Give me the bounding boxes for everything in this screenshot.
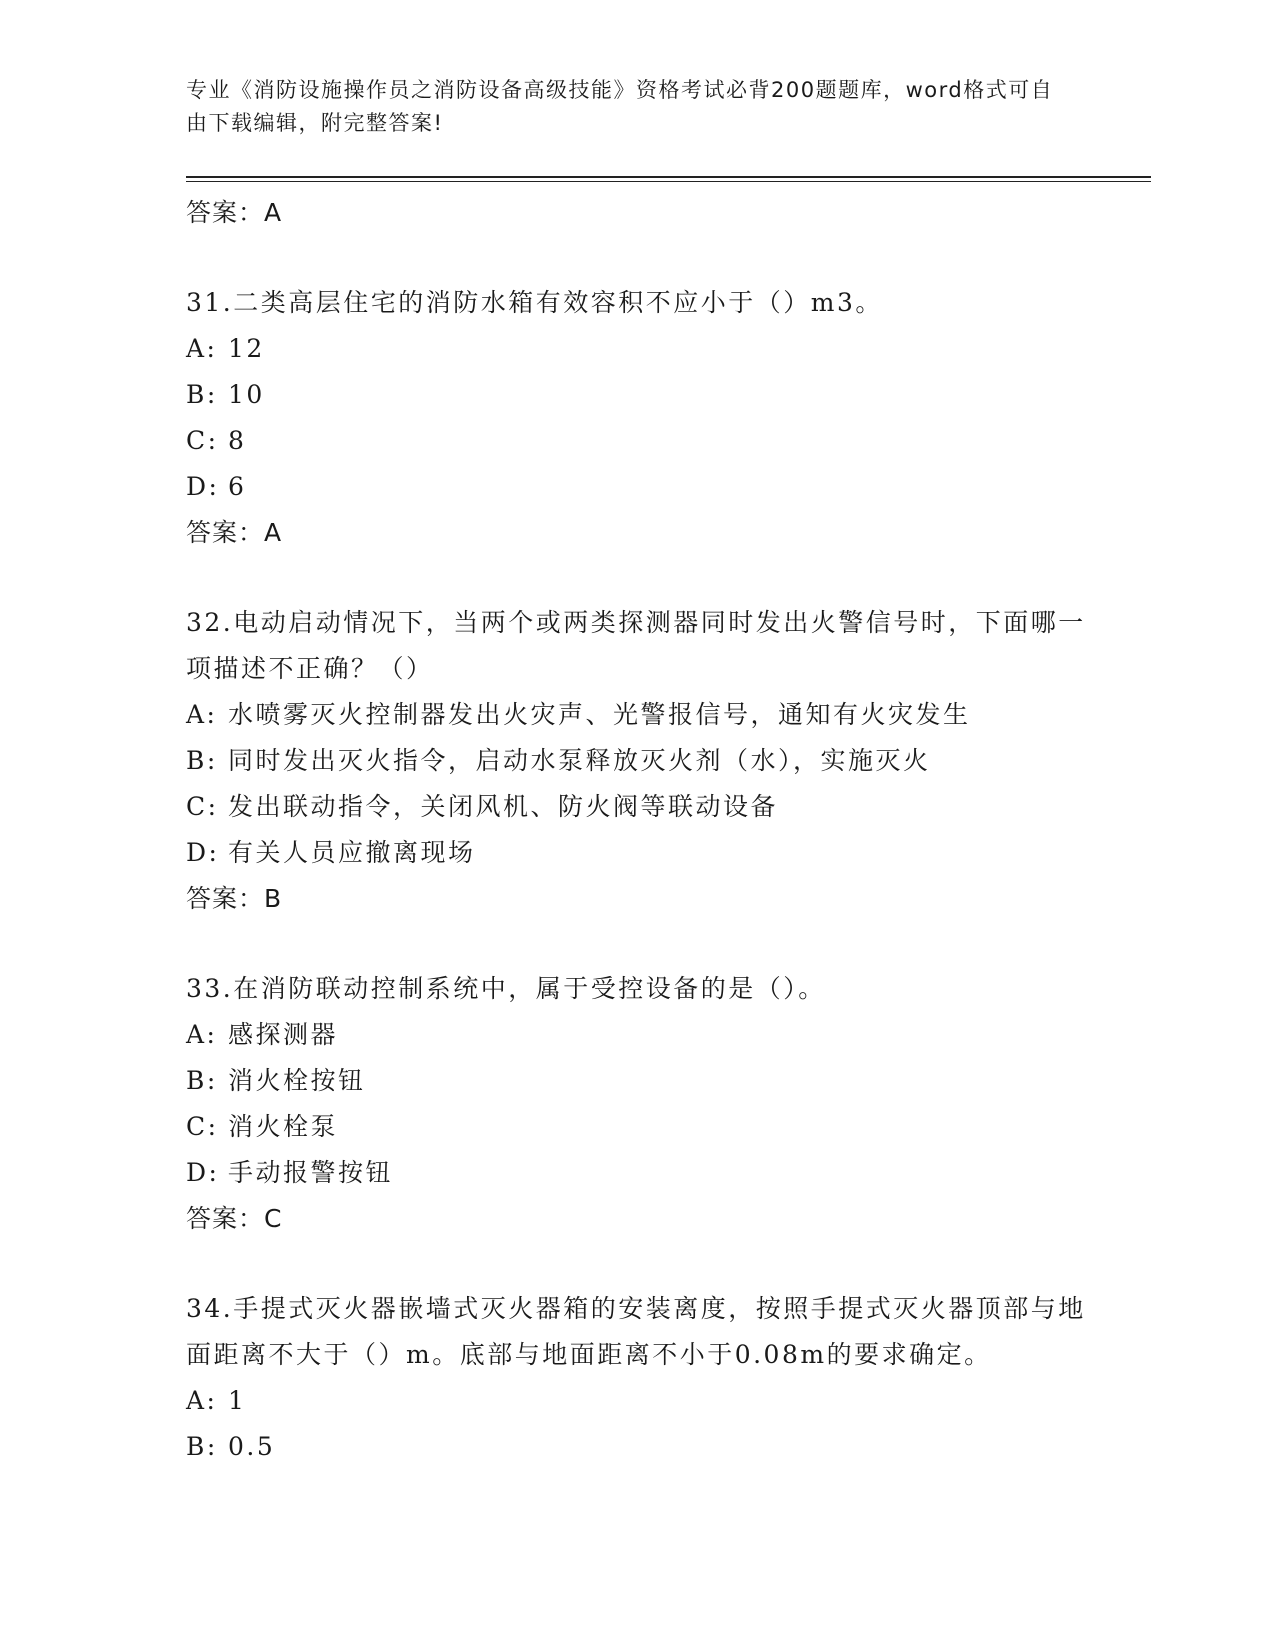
option-letter: B: xyxy=(186,746,218,775)
question-32 xyxy=(186,600,1086,922)
document-intro: 专业《消防设施操作员之消防设备高级技能》资格考试必背200题题库，word格式可自由下载编辑，附完整答案! xyxy=(186,78,1054,135)
option-text: 手动报警按钮 xyxy=(228,1158,394,1187)
option-text: 同时发出灭火指令，启动水泵释放灭火剂（水），实施灭火 xyxy=(228,746,931,775)
question-33 xyxy=(186,966,1086,1242)
option-text: 12 xyxy=(228,334,265,363)
option-letter: A: xyxy=(186,1386,218,1415)
option-d xyxy=(186,1150,1086,1196)
header-divider-thin xyxy=(186,181,1151,182)
option-a xyxy=(186,1012,1086,1058)
answer-value: A xyxy=(264,518,283,547)
option-text: 1 xyxy=(228,1386,247,1415)
option-text: 发出联动指令，关闭风机、防火阀等联动设备 xyxy=(228,792,779,821)
option-letter: C: xyxy=(186,426,219,455)
answer-line xyxy=(186,510,1086,556)
option-text: 10 xyxy=(228,380,265,409)
option-text: 感探测器 xyxy=(228,1020,339,1049)
option-letter: C: xyxy=(186,792,219,821)
option-letter: D: xyxy=(186,472,220,501)
question-34 xyxy=(186,1286,1086,1470)
question-text: 31.二类高层住宅的消防水箱有效容积不应小于（）m3。 xyxy=(186,288,883,317)
header-divider-thick xyxy=(186,176,1151,178)
answer-value: C xyxy=(264,1204,283,1233)
option-text: 8 xyxy=(228,426,247,455)
option-a xyxy=(186,326,1086,372)
option-letter: B: xyxy=(186,1066,218,1095)
option-letter: B: xyxy=(186,380,218,409)
question-list xyxy=(186,190,1086,1470)
question-text: 32.电动启动情况下，当两个或两类探测器同时发出火警信号时，下面哪一项描述不正确？（） xyxy=(186,608,1086,683)
option-b xyxy=(186,1424,1086,1470)
option-text: 0.5 xyxy=(228,1432,276,1461)
option-text: 消火栓泵 xyxy=(228,1112,339,1141)
answer-line xyxy=(186,1196,1086,1242)
question-text: 33.在消防联动控制系统中，属于受控设备的是（）。 xyxy=(186,974,826,1003)
option-letter: D: xyxy=(186,838,220,867)
option-letter: A: xyxy=(186,700,218,729)
option-d xyxy=(186,464,1086,510)
option-text: 6 xyxy=(228,472,247,501)
answer-value: A xyxy=(264,198,283,227)
answer-label: 答案： xyxy=(186,518,265,547)
answer-line xyxy=(186,190,1086,236)
answer-label: 答案： xyxy=(186,198,265,227)
option-letter: C: xyxy=(186,1112,219,1141)
option-d xyxy=(186,830,1086,876)
answer-label: 答案： xyxy=(186,884,265,913)
answer-label: 答案： xyxy=(186,1204,265,1233)
option-text: 有关人员应撤离现场 xyxy=(228,838,476,867)
option-text: 水喷雾灭火控制器发出火灾声、光警报信号，通知有火灾发生 xyxy=(228,700,971,729)
option-letter: B: xyxy=(186,1432,218,1461)
option-c xyxy=(186,418,1086,464)
option-letter: D: xyxy=(186,1158,220,1187)
answer-value: B xyxy=(264,884,283,913)
question-text: 34.手提式灭火器嵌墙式灭火器箱的安装离度，按照手提式灭火器顶部与地面距离不大于（）m。底部与地面距离不小于0.08m的要求确定。 xyxy=(186,1294,1086,1369)
option-c xyxy=(186,1104,1086,1150)
question-31 xyxy=(186,280,1086,556)
option-letter: A: xyxy=(186,1020,218,1049)
option-text: 消火栓按钮 xyxy=(228,1066,366,1095)
option-a xyxy=(186,692,1086,738)
option-b xyxy=(186,738,1086,784)
option-c xyxy=(186,784,1086,830)
option-b xyxy=(186,1058,1086,1104)
option-letter: A: xyxy=(186,334,218,363)
option-a xyxy=(186,1378,1086,1424)
answer-line xyxy=(186,876,1086,922)
option-b xyxy=(186,372,1086,418)
